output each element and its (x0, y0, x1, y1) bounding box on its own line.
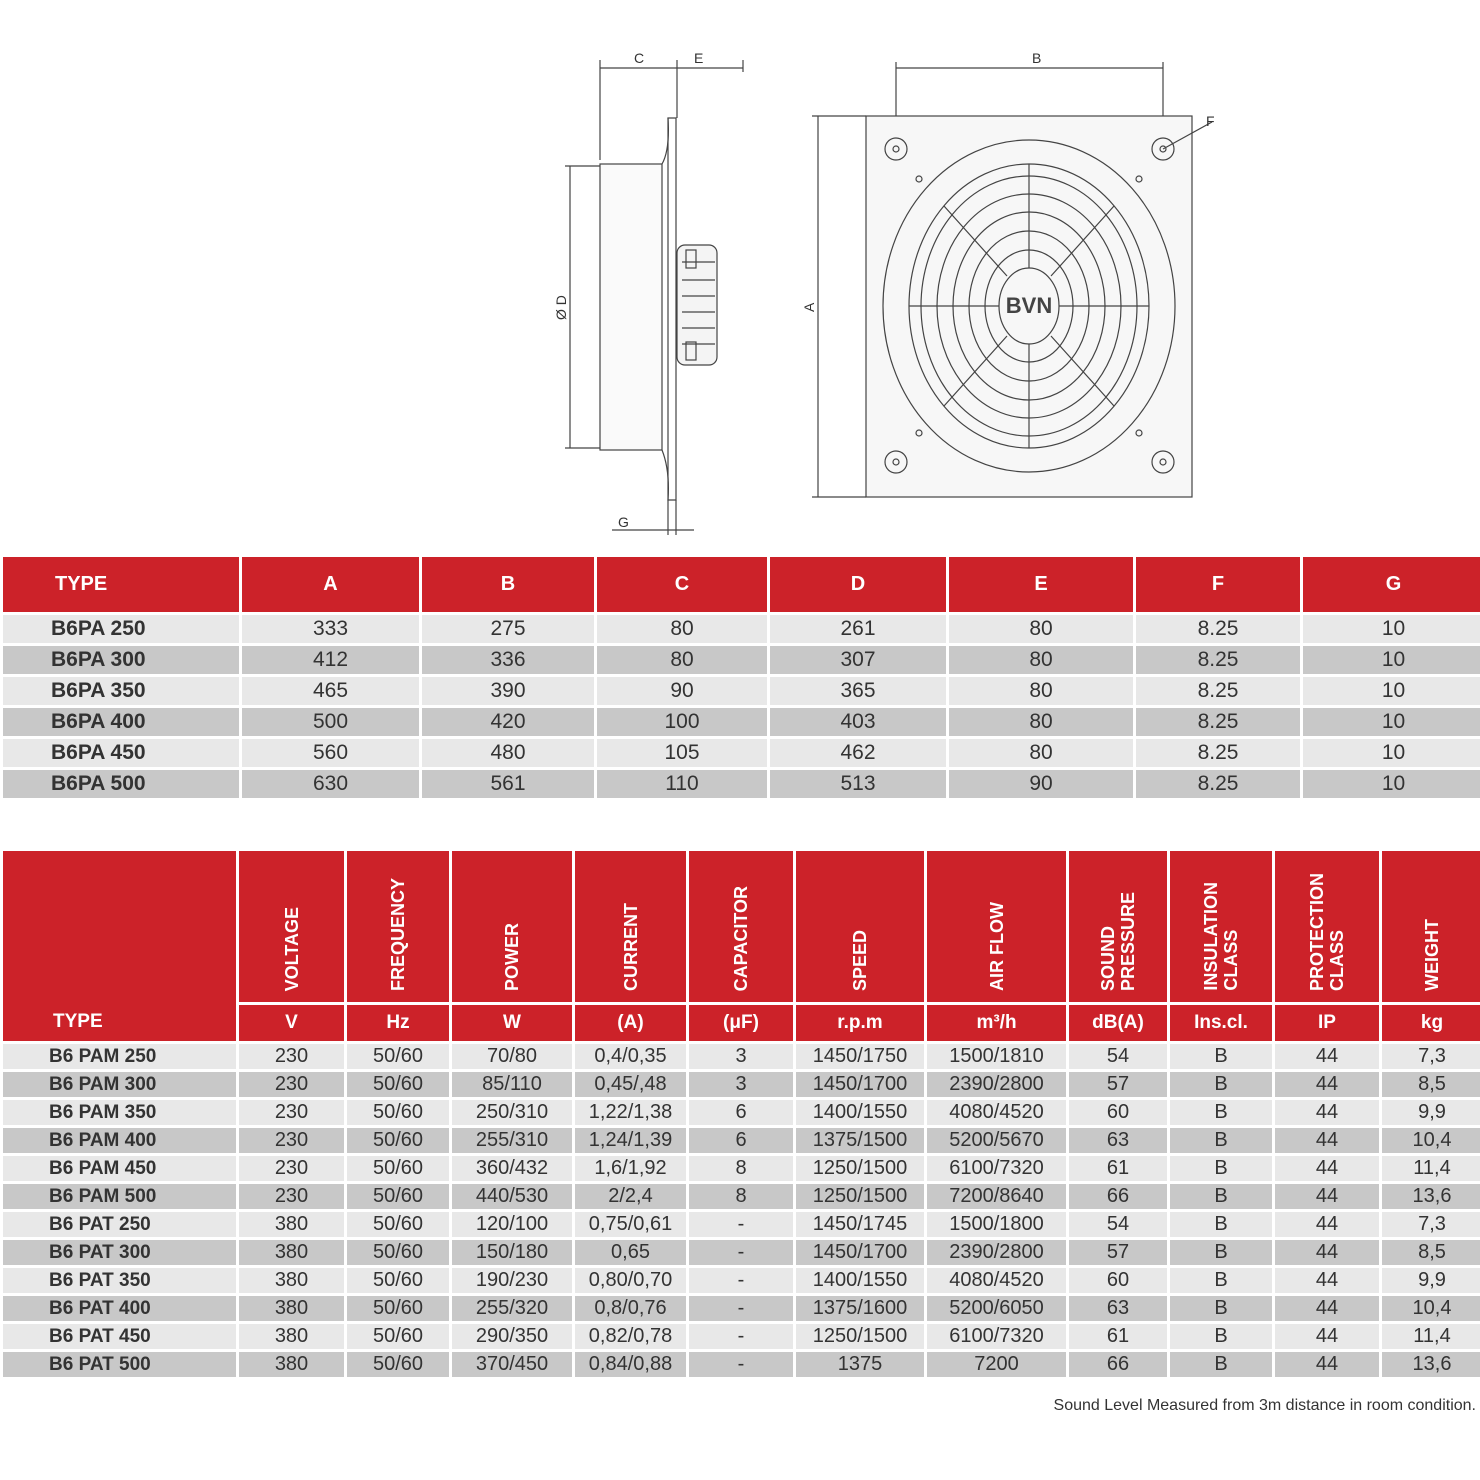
cell: B (1170, 1100, 1272, 1125)
header-current (575, 851, 686, 1002)
cell-type: B6 PAM 350 (3, 1100, 236, 1125)
table-row (3, 1128, 1480, 1153)
cell-type: B6 PAM 400 (3, 1128, 236, 1153)
cell: 4080/4520 (927, 1100, 1066, 1125)
cell: 8 (689, 1184, 793, 1209)
cell: B (1170, 1184, 1272, 1209)
header-label: VOLTAGE (281, 906, 302, 991)
cell: 7,3 (1382, 1212, 1480, 1237)
cell: 261 (770, 615, 946, 643)
cell: 50/60 (347, 1128, 449, 1153)
table-row (3, 615, 1480, 643)
cell: 0,84/0,88 (575, 1352, 686, 1377)
cell: 44 (1275, 1240, 1379, 1265)
cell: 61 (1069, 1156, 1167, 1181)
dim-e-label: E (694, 50, 704, 66)
cell: 2390/2800 (927, 1072, 1066, 1097)
cell: 0,65 (575, 1240, 686, 1265)
cell: 60 (1069, 1268, 1167, 1293)
cell: 1450/1700 (796, 1240, 924, 1265)
cell: 120/100 (452, 1212, 572, 1237)
cell: 290/350 (452, 1324, 572, 1349)
cell: 80 (949, 615, 1133, 643)
cell: 440/530 (452, 1184, 572, 1209)
cell: 360/432 (452, 1156, 572, 1181)
cell: 80 (949, 739, 1133, 767)
table-row (3, 1324, 1480, 1349)
cell: 10 (1303, 739, 1480, 767)
cell: 44 (1275, 1268, 1379, 1293)
cell: 1400/1550 (796, 1100, 924, 1125)
cell: 380 (239, 1240, 344, 1265)
cell: 0,4/0,35 (575, 1044, 686, 1069)
cell-type: B6 PAT 400 (3, 1296, 236, 1321)
header-label: POWER (502, 922, 522, 991)
cell: 0,45/,48 (575, 1072, 686, 1097)
header-label: INSULATION CLASS (1201, 882, 1241, 991)
cell: 1250/1500 (796, 1156, 924, 1181)
dim-g-label: G (618, 514, 629, 530)
cell: 336 (422, 646, 594, 674)
cell: 8.25 (1136, 677, 1300, 705)
cell-type: B6PA 500 (3, 770, 239, 798)
header-frequency (347, 851, 449, 1002)
cell: 11,4 (1382, 1324, 1480, 1349)
cell: 7,3 (1382, 1044, 1480, 1069)
cell: 1375/1600 (796, 1296, 924, 1321)
cell: 561 (422, 770, 594, 798)
table-row (3, 1100, 1480, 1125)
header-label: AIR FLOW (986, 902, 1007, 991)
cell: 50/60 (347, 1156, 449, 1181)
cell: 365 (770, 677, 946, 705)
cell: 50/60 (347, 1072, 449, 1097)
dim-d-label: Ø D (553, 295, 569, 320)
cell: 255/310 (452, 1128, 572, 1153)
cell: B (1170, 1044, 1272, 1069)
cell-type: B6PA 250 (3, 615, 239, 643)
cell: 10 (1303, 677, 1480, 705)
cell-type: B6 PAM 300 (3, 1072, 236, 1097)
header-capacitor (689, 851, 793, 1002)
cell: 80 (597, 615, 767, 643)
cell: B (1170, 1212, 1272, 1237)
table-row (3, 1296, 1480, 1321)
header-air-flow (927, 851, 1066, 1002)
cell: 13,6 (1382, 1352, 1480, 1377)
cell: 13,6 (1382, 1184, 1480, 1209)
cell: 44 (1275, 1156, 1379, 1181)
cell: 230 (239, 1100, 344, 1125)
cell: 8.25 (1136, 646, 1300, 674)
cell: 0,75/0,61 (575, 1212, 686, 1237)
cell: 110 (597, 770, 767, 798)
cell: - (689, 1212, 793, 1237)
cell: B (1170, 1072, 1272, 1097)
cell: - (689, 1268, 793, 1293)
cell: 50/60 (347, 1184, 449, 1209)
header-voltage (239, 851, 344, 1002)
cell: 1450/1700 (796, 1072, 924, 1097)
unit-cell: Ins.cl. (1170, 1005, 1272, 1041)
cell: 61 (1069, 1324, 1167, 1349)
cell: B (1170, 1156, 1272, 1181)
cell: 1450/1750 (796, 1044, 924, 1069)
cell: 1250/1500 (796, 1324, 924, 1349)
dim-b-label: B (1032, 50, 1042, 66)
header-d: D (770, 557, 946, 612)
table-row (3, 770, 1480, 798)
cell: 380 (239, 1268, 344, 1293)
cell: B (1170, 1268, 1272, 1293)
table-row (3, 1072, 1480, 1097)
cell: 4080/4520 (927, 1268, 1066, 1293)
cell: 44 (1275, 1296, 1379, 1321)
header-speed (796, 851, 924, 1002)
cell-type: B6 PAM 450 (3, 1156, 236, 1181)
cell: 9,9 (1382, 1268, 1480, 1293)
cell: 8,5 (1382, 1240, 1480, 1265)
header-label: FREQUENCY (388, 877, 408, 991)
cell-type: B6PA 450 (3, 739, 239, 767)
cell: 8.25 (1136, 615, 1300, 643)
cell-type: B6 PAT 250 (3, 1212, 236, 1237)
unit-cell: W (452, 1005, 572, 1041)
unit-cell: kg (1382, 1005, 1480, 1041)
cell: 10,4 (1382, 1128, 1480, 1153)
cell: 6100/7320 (927, 1156, 1066, 1181)
cell: 255/320 (452, 1296, 572, 1321)
cell: 80 (949, 646, 1133, 674)
cell: 5200/5670 (927, 1128, 1066, 1153)
bvn-logo: BVN (1005, 293, 1053, 318)
cell-type: B6PA 400 (3, 708, 239, 736)
cell: 90 (597, 677, 767, 705)
cell: 57 (1069, 1240, 1167, 1265)
footnote: Sound Level Measured from 3m distance in room condition. (1053, 1397, 1476, 1414)
header-insulation-class (1170, 851, 1272, 1002)
header-protection-class (1275, 851, 1379, 1002)
cell: 90 (949, 770, 1133, 798)
cell: 7200/8640 (927, 1184, 1066, 1209)
cell: 2390/2800 (927, 1240, 1066, 1265)
cell: 6 (689, 1100, 793, 1125)
table-row (3, 1044, 1480, 1069)
front-view (812, 62, 1212, 497)
cell: 230 (239, 1128, 344, 1153)
cell: B (1170, 1324, 1272, 1349)
cell: B (1170, 1128, 1272, 1153)
cell: 230 (239, 1044, 344, 1069)
cell: 480 (422, 739, 594, 767)
cell: 0,82/0,78 (575, 1324, 686, 1349)
table-row (3, 677, 1480, 705)
unit-cell: V (239, 1005, 344, 1041)
cell: 60 (1069, 1100, 1167, 1125)
cell: 0,80/0,70 (575, 1268, 686, 1293)
cell: 1450/1745 (796, 1212, 924, 1237)
table-row (3, 1184, 1480, 1209)
cell: 380 (239, 1212, 344, 1237)
cell: 370/450 (452, 1352, 572, 1377)
cell: - (689, 1352, 793, 1377)
cell: 1400/1550 (796, 1268, 924, 1293)
cell: 1,22/1,38 (575, 1100, 686, 1125)
cell-type: B6 PAT 500 (3, 1352, 236, 1377)
cell: 6 (689, 1128, 793, 1153)
unit-cell: r.p.m (796, 1005, 924, 1041)
unit-cell: dB(A) (1069, 1005, 1167, 1041)
cell: 380 (239, 1296, 344, 1321)
cell: 307 (770, 646, 946, 674)
cell: 380 (239, 1324, 344, 1349)
cell: - (689, 1324, 793, 1349)
cell: 11,4 (1382, 1156, 1480, 1181)
cell: 403 (770, 708, 946, 736)
cell: 63 (1069, 1128, 1167, 1153)
unit-cell: (μF) (689, 1005, 793, 1041)
cell: B (1170, 1240, 1272, 1265)
cell: 1375/1500 (796, 1128, 924, 1153)
cell: 10 (1303, 708, 1480, 736)
table-row (3, 1212, 1480, 1237)
cell: 513 (770, 770, 946, 798)
cell: 333 (242, 615, 419, 643)
cell-type: B6 PAT 450 (3, 1324, 236, 1349)
cell: 10 (1303, 615, 1480, 643)
header-label: SPEED (850, 929, 870, 991)
dim-a-label: A (801, 302, 817, 312)
cell: 66 (1069, 1352, 1167, 1377)
cell: 390 (422, 677, 594, 705)
specs-body (3, 1044, 1480, 1377)
cell: 8.25 (1136, 708, 1300, 736)
cell: 9,9 (1382, 1100, 1480, 1125)
cell: 2/2,4 (575, 1184, 686, 1209)
cell: 230 (239, 1156, 344, 1181)
cell: 50/60 (347, 1352, 449, 1377)
cell: 44 (1275, 1352, 1379, 1377)
unit-cell: IP (1275, 1005, 1379, 1041)
cell: 44 (1275, 1072, 1379, 1097)
cell: 50/60 (347, 1268, 449, 1293)
cell-type: B6 PAT 350 (3, 1268, 236, 1293)
cell: 412 (242, 646, 419, 674)
cell: 50/60 (347, 1324, 449, 1349)
cell: 380 (239, 1352, 344, 1377)
cell: 500 (242, 708, 419, 736)
header-a: A (242, 557, 419, 612)
table-row (3, 739, 1480, 767)
technical-drawing (0, 0, 1480, 545)
cell: 8.25 (1136, 770, 1300, 798)
cell: 10 (1303, 646, 1480, 674)
header-g: G (1303, 557, 1480, 612)
cell: - (689, 1240, 793, 1265)
specs-header-row (3, 851, 1480, 1002)
table-row (3, 708, 1480, 736)
header-f: F (1136, 557, 1300, 612)
cell: 50/60 (347, 1240, 449, 1265)
cell: 8 (689, 1156, 793, 1181)
cell: 8,5 (1382, 1072, 1480, 1097)
header-e: E (949, 557, 1133, 612)
header-power (452, 851, 572, 1002)
cell: 190/230 (452, 1268, 572, 1293)
cell: 80 (949, 708, 1133, 736)
cell: 3 (689, 1072, 793, 1097)
dim-c-label: C (634, 50, 645, 66)
cell: 230 (239, 1072, 344, 1097)
cell: B (1170, 1296, 1272, 1321)
header-b: B (422, 557, 594, 612)
cell: - (689, 1296, 793, 1321)
cell-type: B6 PAT 300 (3, 1240, 236, 1265)
side-view (565, 60, 743, 535)
header-label: CURRENT (620, 903, 641, 991)
cell: 100 (597, 708, 767, 736)
table-row (3, 1156, 1480, 1181)
cell-type: B6 PAM 250 (3, 1044, 236, 1069)
header-type: TYPE (3, 851, 236, 1041)
header-weight (1382, 851, 1480, 1002)
cell: 630 (242, 770, 419, 798)
cell: 50/60 (347, 1100, 449, 1125)
cell: 50/60 (347, 1044, 449, 1069)
header-label: SOUND PRESSURE (1098, 891, 1138, 991)
cell: 465 (242, 677, 419, 705)
dim-f-label: F (1206, 113, 1215, 129)
cell: 150/180 (452, 1240, 572, 1265)
specifications-table (0, 848, 1480, 1380)
cell: 10,4 (1382, 1296, 1480, 1321)
cell: 54 (1069, 1044, 1167, 1069)
cell: 1375 (796, 1352, 924, 1377)
cell: 44 (1275, 1128, 1379, 1153)
cell: 66 (1069, 1184, 1167, 1209)
cell-type: B6PA 300 (3, 646, 239, 674)
cell: 44 (1275, 1324, 1379, 1349)
cell: 0,8/0,76 (575, 1296, 686, 1321)
cell: 80 (597, 646, 767, 674)
table-row (3, 1268, 1480, 1293)
cell: 57 (1069, 1072, 1167, 1097)
header-type: TYPE (3, 557, 239, 612)
cell: 7200 (927, 1352, 1066, 1377)
cell: 10 (1303, 770, 1480, 798)
cell: 1500/1800 (927, 1212, 1066, 1237)
table-row (3, 1240, 1480, 1265)
cell: 420 (422, 708, 594, 736)
table-row (3, 646, 1480, 674)
cell-type: B6 PAM 500 (3, 1184, 236, 1209)
dimensions-header-row (3, 557, 1480, 612)
header-label: WEIGHT (1422, 919, 1442, 991)
cell: 50/60 (347, 1296, 449, 1321)
cell: 1,24/1,39 (575, 1128, 686, 1153)
cell: 462 (770, 739, 946, 767)
cell: 275 (422, 615, 594, 643)
cell: 230 (239, 1184, 344, 1209)
cell: B (1170, 1352, 1272, 1377)
cell: 250/310 (452, 1100, 572, 1125)
unit-cell: m³/h (927, 1005, 1066, 1041)
cell: 44 (1275, 1184, 1379, 1209)
dimensions-table (0, 554, 1480, 801)
cell: 80 (949, 677, 1133, 705)
cell: 560 (242, 739, 419, 767)
cell: 1500/1810 (927, 1044, 1066, 1069)
unit-cell: (A) (575, 1005, 686, 1041)
cell: 5200/6050 (927, 1296, 1066, 1321)
cell: 50/60 (347, 1212, 449, 1237)
cell-type: B6PA 350 (3, 677, 239, 705)
cell: 44 (1275, 1212, 1379, 1237)
cell: 70/80 (452, 1044, 572, 1069)
header-c: C (597, 557, 767, 612)
cell: 6100/7320 (927, 1324, 1066, 1349)
cell: 63 (1069, 1296, 1167, 1321)
header-label: CAPACITOR (731, 885, 751, 991)
cell: 44 (1275, 1100, 1379, 1125)
cell: 54 (1069, 1212, 1167, 1237)
header-sound-pressure (1069, 851, 1167, 1002)
cell: 44 (1275, 1044, 1379, 1069)
cell: 1,6/1,92 (575, 1156, 686, 1181)
cell: 1250/1500 (796, 1184, 924, 1209)
cell: 8.25 (1136, 739, 1300, 767)
cell: 85/110 (452, 1072, 572, 1097)
unit-cell: Hz (347, 1005, 449, 1041)
cell: 3 (689, 1044, 793, 1069)
cell: 105 (597, 739, 767, 767)
header-label: PROTECTION CLASS (1307, 872, 1347, 991)
table-row (3, 1352, 1480, 1377)
